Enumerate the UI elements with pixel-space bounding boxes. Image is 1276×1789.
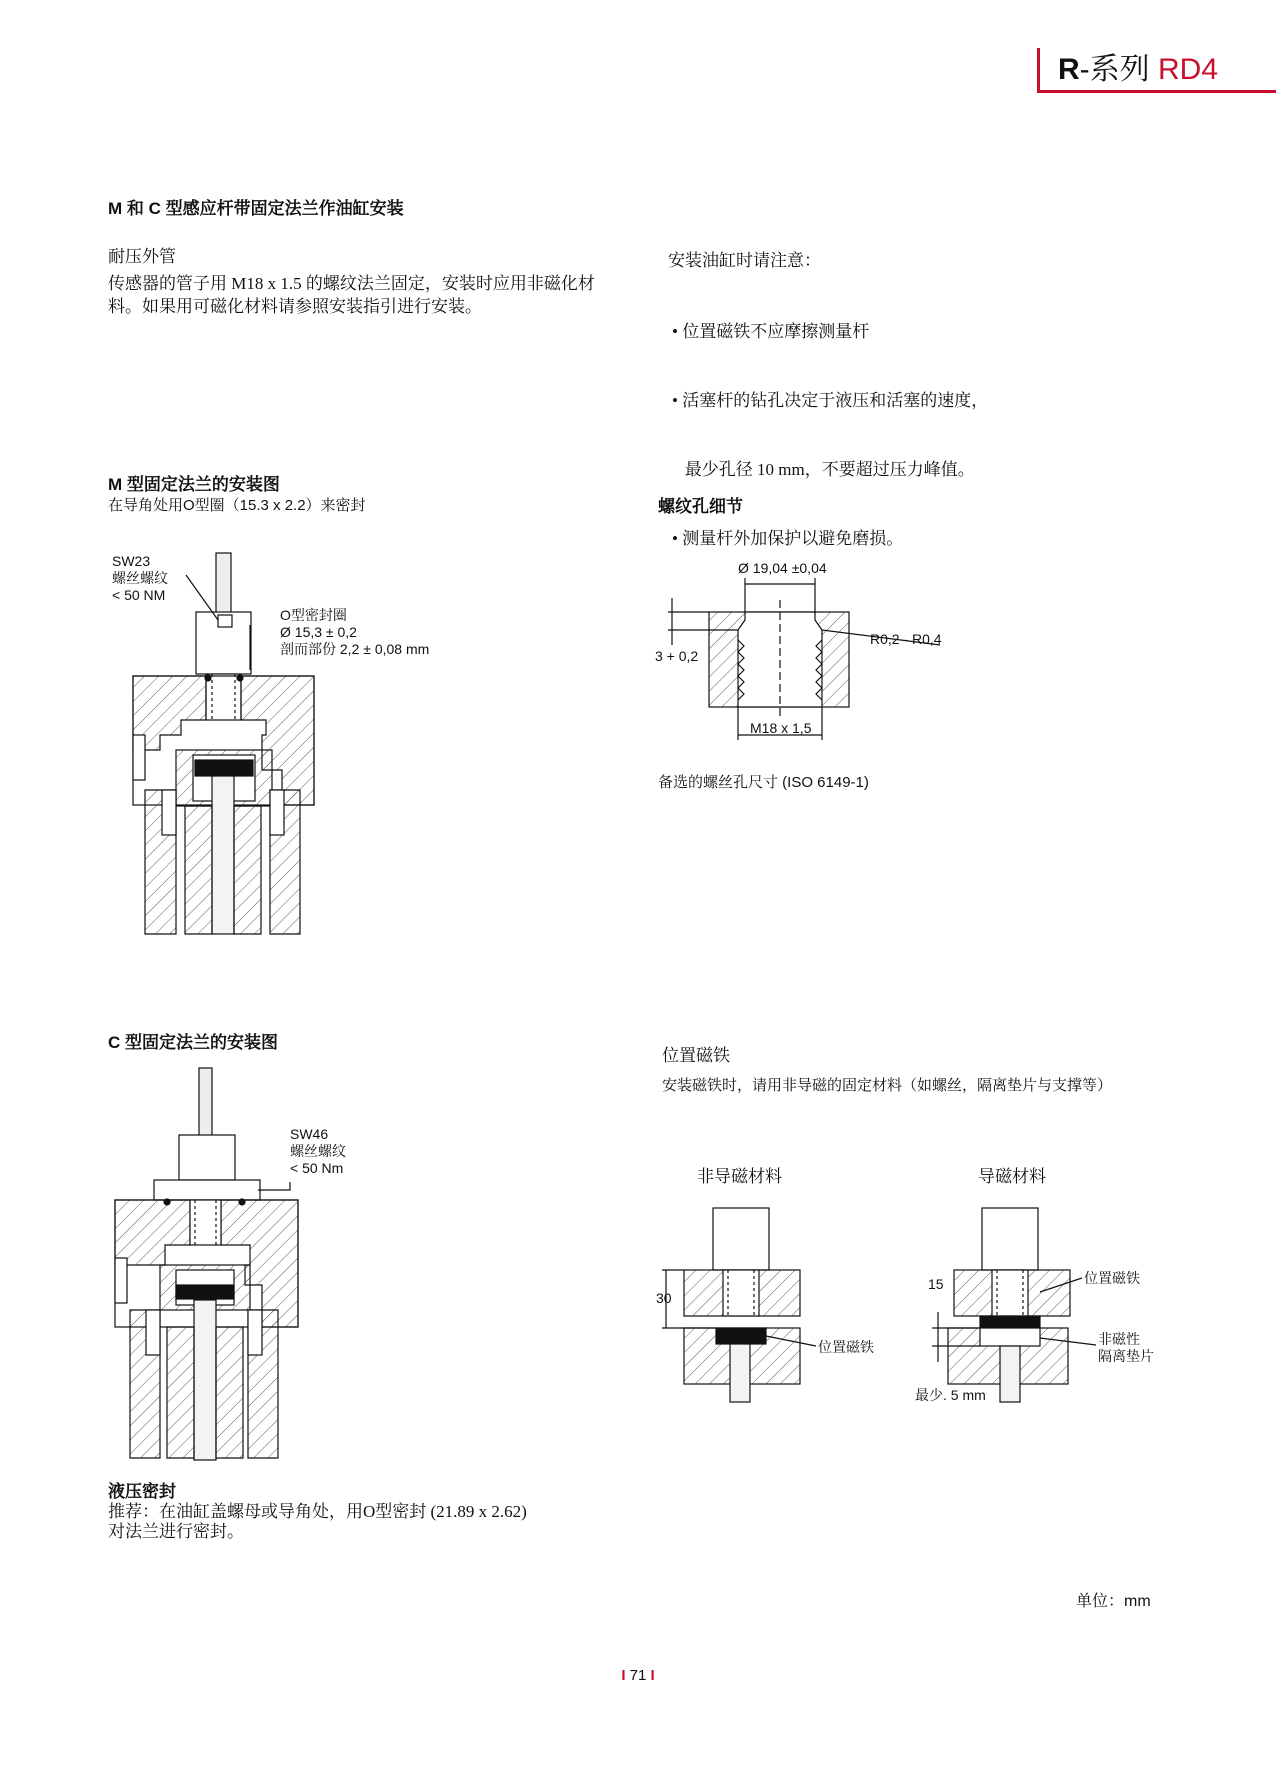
magnet-title: 位置磁铁 — [662, 1046, 730, 1065]
thread-dia: Ø 19,04 ±0,04 — [738, 560, 827, 576]
m-oring-line: O型密封圈 — [280, 607, 347, 623]
magnet-dim15: 15 — [928, 1276, 944, 1292]
notes-title: 安装油缸时请注意： — [668, 251, 821, 270]
spacer-line: 隔离垫片 — [1098, 1348, 1154, 1364]
thread-size: M18 x 1,5 — [750, 720, 812, 736]
m-sw-line: < 50 NM — [112, 587, 166, 603]
c-sw-line: < 50 Nm — [290, 1160, 344, 1176]
header-model: RD4 — [1158, 53, 1219, 86]
notes-item: • 位置磁铁不应摩擦测量杆 — [672, 322, 870, 341]
magnet-label-right: 位置磁铁 — [1084, 1270, 1140, 1286]
c-sw-line: SW46 — [290, 1126, 329, 1142]
magnet-nonmag-title: 非导磁材料 — [697, 1167, 782, 1186]
magnet-min: 最少. 5 mm — [915, 1387, 986, 1403]
notes-item: • 测量杆外加保护以避免磨损。 — [672, 529, 904, 548]
header-series: -系列 — [1079, 53, 1150, 86]
pressure-tube-line: 传感器的管子用 M18 x 1.5 的螺纹法兰固定，安装时应用非磁化材 — [108, 274, 595, 293]
page-num: 71 — [629, 1667, 647, 1684]
m-sw-line: SW23 — [112, 553, 151, 569]
magnet-mag-title: 导磁材料 — [978, 1167, 1046, 1186]
thread-detail-title: 螺纹孔细节 — [658, 497, 743, 516]
hydraulic-line: 推荐：在油缸盖螺母或导角处，用O型密封 (21.89 x 2.62) — [108, 1502, 527, 1521]
spacer-line: 非磁性 — [1098, 1331, 1140, 1347]
pressure-tube-line: 料。如果用可磁化材料请参照安装指引进行安装。 — [108, 297, 482, 316]
section-title: M 和 C 型感应杆带固定法兰作油缸安装 — [108, 199, 404, 218]
hydraulic-title: 液压密封 — [108, 1482, 176, 1501]
m-oring-line: Ø 15,3 ± 0,2 — [280, 624, 357, 640]
thread-radius: R0,2 - R0,4 — [870, 631, 942, 647]
m-flange-title: M 型固定法兰的安装图 — [108, 475, 280, 494]
page-number — [0, 1667, 1276, 1684]
m-oring-line: 剖而部份 2,2 ± 0,08 mm — [280, 641, 430, 657]
m-sw-line: 螺丝螺纹 — [112, 570, 168, 586]
magnet-dim30: 30 — [656, 1290, 672, 1306]
magnet-desc: 安装磁铁时，请用非导磁的固定材料（如螺丝，隔离垫片与支撑等） — [662, 1077, 1113, 1094]
thread-depth: 3 + 0,2 — [655, 648, 699, 664]
pressure-tube-title: 耐压外管 — [108, 247, 176, 266]
notes-item: 最少孔径 10 mm，不要超过压力峰值。 — [672, 460, 975, 479]
hydraulic-line: 对法兰进行密封。 — [108, 1522, 244, 1541]
page-bar-right: I — [650, 1667, 655, 1684]
m-flange-subtitle: 在导角处用O型圈（15.3 x 2.2）来密封 — [108, 497, 366, 514]
notes-item: • 活塞杆的钻孔决定于液压和活塞的速度， — [672, 391, 989, 410]
thread-caption: 备选的螺丝孔尺寸 (ISO 6149-1) — [658, 774, 869, 791]
page-bar-left: I — [621, 1667, 626, 1684]
unit-label: 单位：mm — [1076, 1593, 1151, 1610]
header-r: R — [1058, 53, 1080, 86]
c-flange-title: C 型固定法兰的安装图 — [108, 1033, 278, 1052]
magnet-label-left: 位置磁铁 — [818, 1339, 874, 1355]
c-sw-line: 螺丝螺纹 — [290, 1143, 346, 1159]
